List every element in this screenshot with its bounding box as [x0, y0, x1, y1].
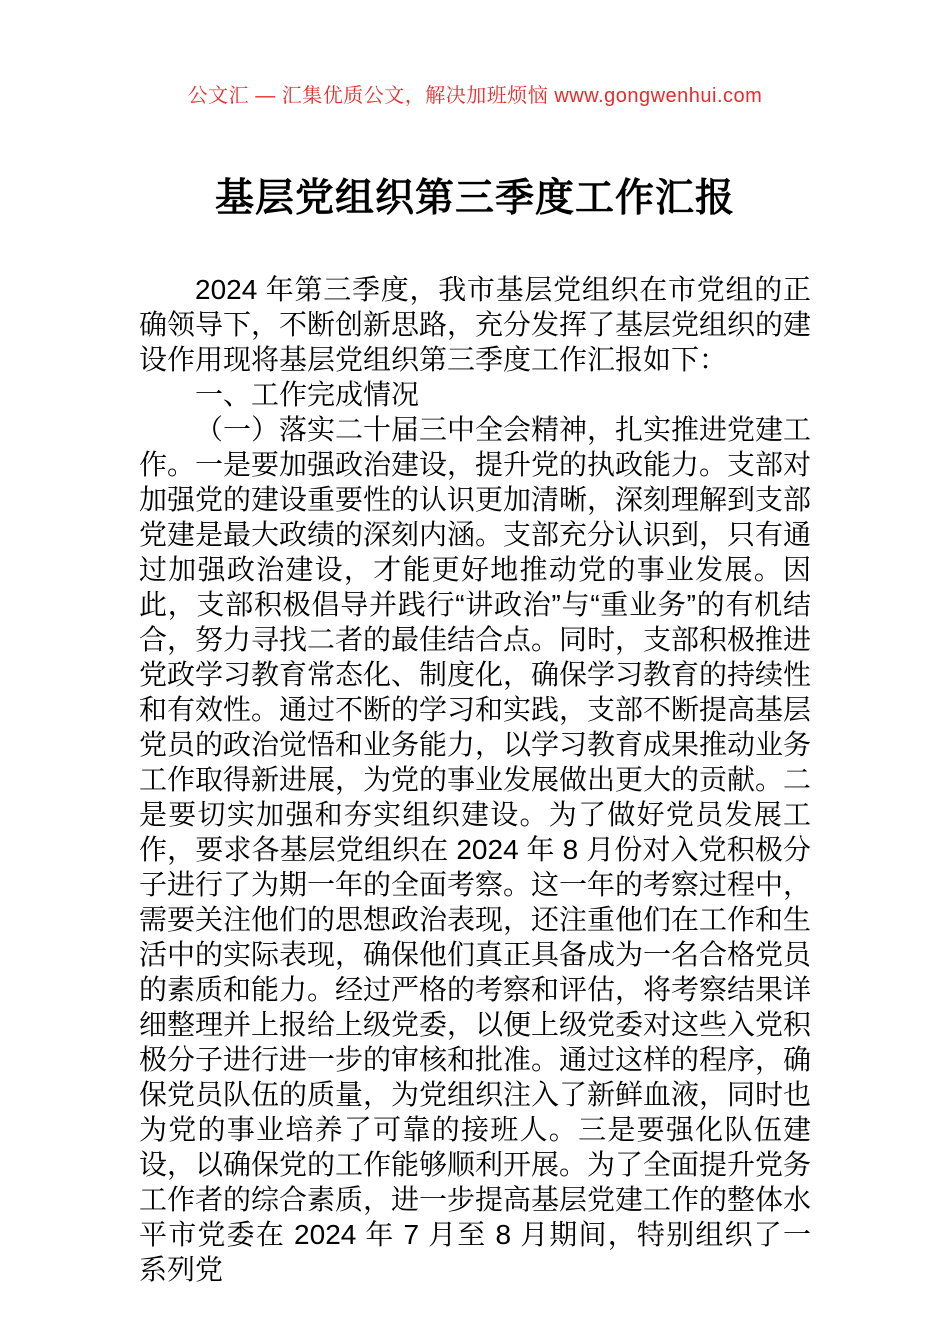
section-heading: 一、工作完成情况	[195, 379, 420, 410]
paragraph-intro: 2024 年第三季度，我市基层党组织在市党组的正确领导下，不断创新思路，充分发挥了基层党组织的建设作用现将基层党组织第三季度工作汇报如下：	[139, 274, 812, 375]
watermark-header: 公文汇 — 汇集优质公文，解决加班烦恼 www.gongwenhui.com	[187, 85, 763, 107]
document-title: 基层党组织第三季度工作汇报	[214, 177, 735, 220]
document-body	[139, 272, 811, 1287]
paragraph-section-one: （一）落实二十届三中全会精神，扎实推进党建工作。一是要加强政治建设，提升党的执政能力。支部对加强党的建设重要性的认识更加清晰，深刻理解到支部党建是最大政绩的深刻内涵。支部充分认识到，只有通过加强政治建设，才能更好地推动党的事业发展。因此，支部积极倡导并践行“讲政治”与“重业务”的有机结合，努力寻找二者的最佳结合点。同时，支部积极推进党政学习教育常态化、制度化，确保学习教育的持续性和有效性。通过不断的学习和实践，支部不断提高基层党员的政治觉悟和业务能力，以学习教育成果推动业务工作取得新进展，为党的事业发展做出更大的贡献。二是要切实加强和夯实组织建设。为了做好党员发展工作，要求各基层党组织在 2024 年 8 月份对入党积极分子进行了为期一年的全面考察。这一年的考察过程中，需要关注他们的思想政治表现，还注重他们在工作和生活中的实际表现，确保他们真正具备成为一名合格党员的素质和能力。经过严格的考察和评估，将考察结果详细整理并上报给上级党委，以便上级党委对这些入党积极分子进行进一步的审核和批准。通过这样的程序，确保党员队伍的质量，为党组织注入了新鲜血液，同时也为党的事业培养了可靠的接班人。三是要强化队伍建设，以确保党的工作能够顺利开展。为了全面提升党务工作者的综合素质，进一步提高基层党建工作的整体水平市党委在 2024 年 7 月至 8 月期间，特别组织了一系列党	[139, 414, 812, 1285]
